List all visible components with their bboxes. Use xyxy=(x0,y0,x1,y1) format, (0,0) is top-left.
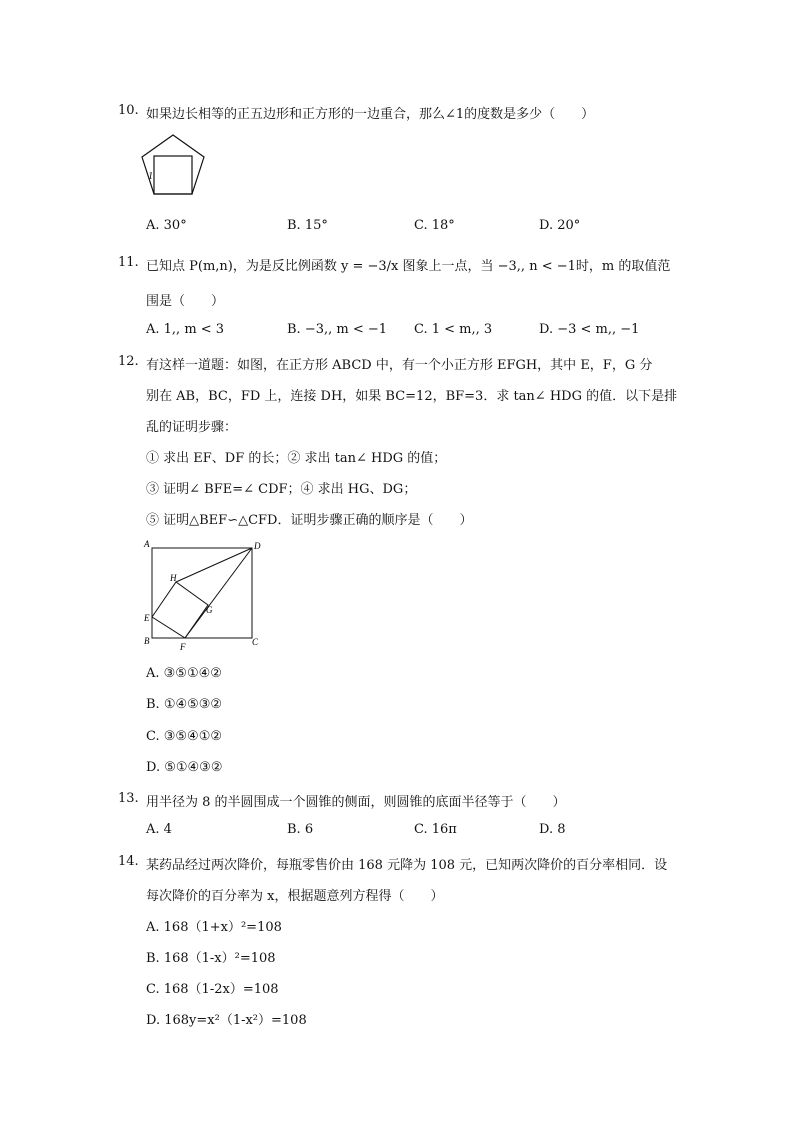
q13-option-c: C. 16π xyxy=(414,822,457,837)
q13-option-a: A. 4 xyxy=(146,822,172,837)
q10-option-c: C. 18° xyxy=(414,218,455,233)
q11-line-1: 已知点 P(m,n)，为是反比例函数 y = −3/x 图象上一点，当 −3,, n < −1时，m 的取值范 xyxy=(146,259,671,274)
q11-line-2: 围是（ ） xyxy=(146,294,225,309)
label-d: D xyxy=(254,541,261,551)
label-a: A xyxy=(144,539,150,549)
q14-line-1: 某药品经过两次降价，每瓶零售价由 168 元降为 108 元，已知两次降价的百分率相同．设 xyxy=(146,858,668,873)
q12-line-6: ⑤ 证明△BEF∽△CFD．证明步骤正确的顺序是（ ） xyxy=(146,513,473,528)
q12-option-a: A. ③⑤①④② xyxy=(146,666,222,681)
angle-label: 1 xyxy=(148,171,153,182)
line-fd xyxy=(185,548,252,638)
big-square-abcd xyxy=(152,548,252,638)
q13-option-b: B. 6 xyxy=(287,822,314,837)
q10-option-a: A. 30° xyxy=(146,218,187,233)
q12-line-5: ③ 证明∠ BFE=∠ CDF；④ 求出 HG、DG； xyxy=(146,482,417,497)
q12-option-b: B. ①④⑤③② xyxy=(146,697,223,712)
label-c: C xyxy=(252,637,259,647)
label-h: H xyxy=(170,573,177,583)
q10-number: 10. xyxy=(118,103,139,118)
q14-option-a: A. 168（1+x）²=108 xyxy=(146,920,282,935)
q10-option-b: B. 15° xyxy=(287,218,328,233)
q13-text: 用半径为 8 的半圆围成一个圆锥的侧面，则圆锥的底面半径等于（ ） xyxy=(146,795,566,810)
q11-option-c: C. 1 < m,, 3 xyxy=(414,322,493,337)
q13-number: 13. xyxy=(118,791,139,806)
square-shape xyxy=(154,156,192,194)
pentagon-shape xyxy=(142,135,204,194)
q12-option-d: D. ⑤①④③② xyxy=(146,760,223,775)
small-square-efgh xyxy=(152,582,208,638)
q12-line-4: ① 求出 EF、DF 的长；② 求出 tan∠ HDG 的值； xyxy=(146,451,447,466)
q12-number: 12. xyxy=(118,354,139,369)
line-hd xyxy=(176,548,252,582)
q11-number: 11. xyxy=(118,255,139,270)
q12-square-figure xyxy=(140,538,270,653)
q13-option-d: D. 8 xyxy=(539,822,566,837)
q14-option-b: B. 168（1-x）²=108 xyxy=(146,951,276,966)
q12-line-2: 别在 AB，BC，FD 上，连接 DH，如果 BC=12，BF=3．求 tan∠ HDG 的值．以下是排 xyxy=(146,389,678,404)
q14-number: 14. xyxy=(118,854,139,869)
q12-line-1: 有这样一道题：如图，在正方形 ABCD 中，有一个小正方形 EFGH，其中 E，F，G 分 xyxy=(146,358,653,373)
q14-option-d: D. 168y=x²（1-x²）=108 xyxy=(146,1013,307,1028)
q10-text: 如果边长相等的正五边形和正方形的一边重合，那么∠1的度数是多少（ ） xyxy=(146,107,595,122)
q10-pentagon-square-figure xyxy=(138,132,208,200)
label-g: G xyxy=(206,605,213,615)
q10-option-d: D. 20° xyxy=(539,218,581,233)
label-e: E xyxy=(144,613,150,623)
label-f: F xyxy=(180,642,186,652)
q11-option-a: A. 1,, m < 3 xyxy=(146,322,225,337)
q12-line-3: 乱的证明步骤： xyxy=(146,420,238,435)
q12-option-c: C. ③⑤④①② xyxy=(146,729,223,744)
q11-option-d: D. −3 < m,, −1 xyxy=(539,322,640,337)
label-b: B xyxy=(144,636,150,646)
q14-line-2: 每次降价的百分率为 x，根据题意列方程得（ ） xyxy=(146,889,444,904)
q11-option-b: B. −3,, m < −1 xyxy=(287,322,388,337)
q14-option-c: C. 168（1-2x）=108 xyxy=(146,982,279,997)
